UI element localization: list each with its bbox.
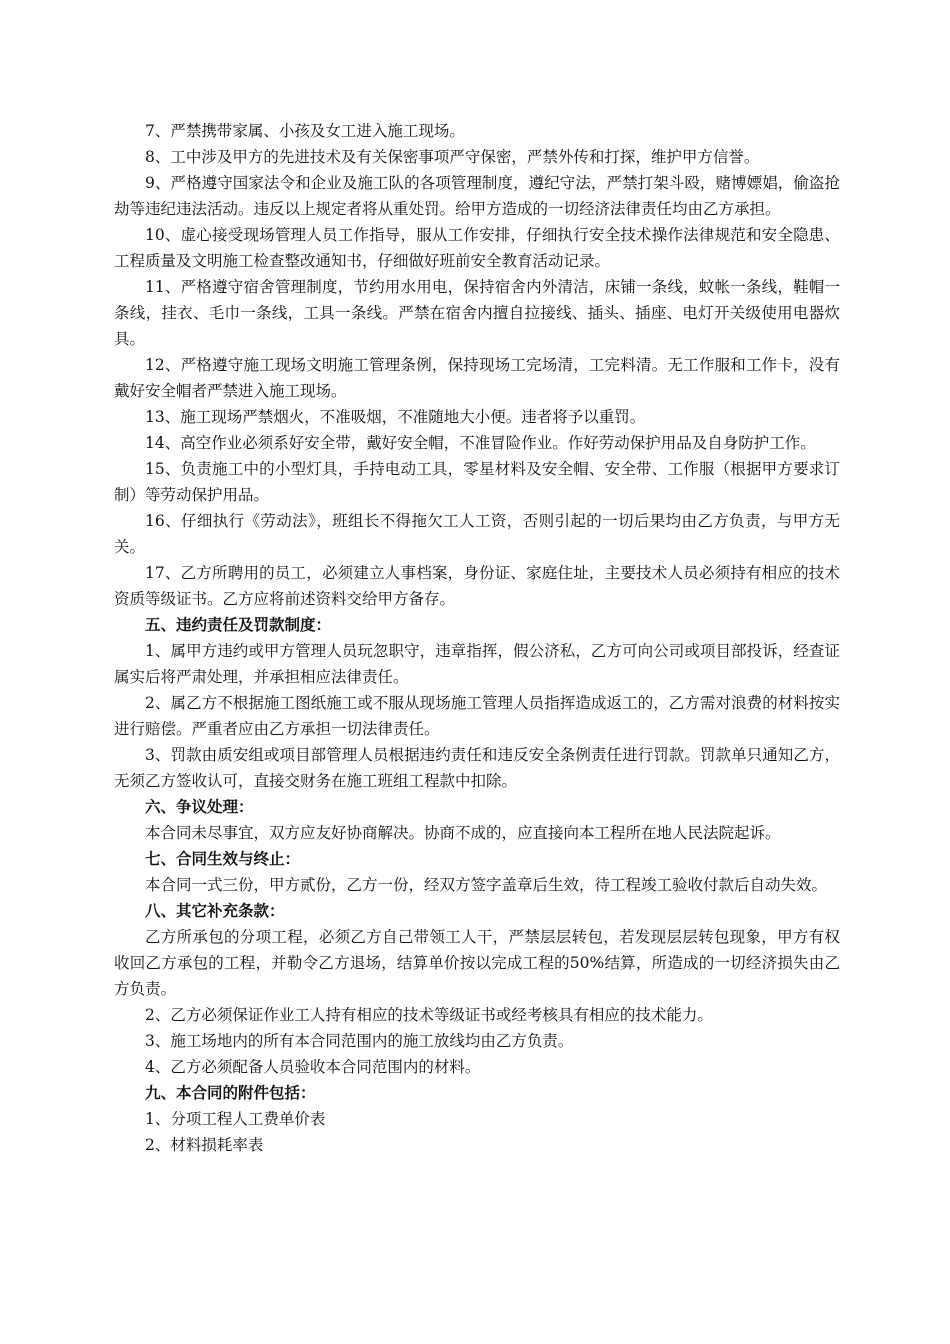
clause-13: 13、施工现场严禁烟火，不准吸烟，不准随地大小便。违者将予以重罚。 [145,408,646,426]
section-heading-breach: 五、违约责任及罚款制度： [145,615,332,634]
clause-17: 17、乙方所聘用的员工，必须建立人事档案，身份证、家庭住址，主要技术人员必须持有相应的技术资质等级证书。乙方应将前述资料交给甲方备存。 [114,564,840,608]
clause-16: 16、仔细执行《劳动法》，班组长不得拖欠工人工资，否则引起的一切后果均由乙方负责，与甲方无关。 [114,512,840,556]
clause-12: 12、严格遵守施工现场文明施工管理条例，保持现场工完场清，工完料清。无工作服和工作卡，没有戴好安全帽者严禁进入施工现场。 [114,356,840,400]
clause-11: 11、严格遵守宿舍管理制度，节约用水用电，保持宿舍内外清洁，床铺一条线，蚊帐一条线，鞋帽一条线，挂衣、毛巾一条线，工具一条线。严禁在宿舍内擅自拉接线、插头、插座、电灯开关级使用电器炊具。 [114,278,840,348]
clause-7: 7、严禁携带家属、小孩及女工进入施工现场。 [145,122,465,140]
breach-clause-2: 2、属乙方不根据施工图纸施工或不服从现场施工管理人员指挥造成返工的，乙方需对浪费的材料按实进行赔偿。严重者应由乙方承担一切法律责任。 [114,694,840,738]
section-heading-effect: 七、合同生效与终止： [145,849,301,868]
section-heading-attachments: 九、本合同的附件包括： [145,1083,316,1102]
section-heading-supplementary: 八、其它补充条款： [145,901,285,920]
clause-8: 8、工中涉及甲方的先进技术及有关保密事项严守保密，严禁外传和打探，维护甲方信誉。 [145,148,760,166]
attachment-item-1: 1、分项工程人工费单价表 [145,1110,326,1128]
clause-14: 14、高空作业必须系好安全带，戴好安全帽，不准冒险作业。作好劳动保护用品及自身防护工作。 [145,434,816,452]
section-heading-dispute: 六、争议处理： [145,797,254,816]
attachment-item-2: 2、材料损耗率表 [145,1136,264,1154]
supplementary-clause-4: 4、乙方必须配备人员验收本合同范围内的材料。 [145,1058,481,1076]
supplementary-clause-2: 2、乙方必须保证作业工人持有相应的技术等级证书或经考核具有相应的技术能力。 [145,1006,713,1024]
document-page [114,118,840,1158]
clause-9: 9、严格遵守国家法令和企业及施工队的各项管理制度，遵纪守法，严禁打架斗殴，赌博嫖娼，偷盗抢劫等违纪违法活动。违反以上规定者将从重处罚。给甲方造成的一切经济法律责任均由乙方承担。 [114,174,840,218]
supplementary-clause-3: 3、施工场地内的所有本合同范围内的施工放线均由乙方负责。 [145,1032,574,1050]
effect-text: 本合同一式三份，甲方贰份，乙方一份，经双方签字盖章后生效，待工程竣工验收付款后自动失效。 [145,876,828,894]
supplementary-clause-1: 乙方所承包的分项工程，必须乙方自己带领工人干，严禁层层转包，若发现层层转包现象，甲方有权收回乙方承包的工程，并勒令乙方退场，结算单价按以完成工程的50%结算，所造成的一切经济损失由乙方负责。 [114,928,840,998]
clause-10: 10、虚心接受现场管理人员工作指导，服从工作安排，仔细执行安全技术操作法律规范和安全隐患、工程质量及文明施工检查整改通知书，仔细做好班前安全教育活动记录。 [114,226,840,270]
breach-clause-3: 3、罚款由质安组或项目部管理人员根据违约责任和违反安全条例责任进行罚款。罚款单只通知乙方，无须乙方签收认可，直接交财务在施工班组工程款中扣除。 [114,746,840,790]
dispute-text: 本合同未尽事宜，双方应友好协商解决。协商不成的，应直接向本工程所在地人民法院起诉。 [145,824,781,842]
clause-15: 15、负责施工中的小型灯具，手持电动工具，零星材料及安全帽、安全带、工作服（根据甲方要求订制）等劳动保护用品。 [114,460,840,504]
breach-clause-1: 1、属甲方违约或甲方管理人员玩忽职守，违章指挥，假公济私，乙方可向公司或项目部投诉，经查证属实后将严肃处理，并承担相应法律责任。 [114,642,840,686]
